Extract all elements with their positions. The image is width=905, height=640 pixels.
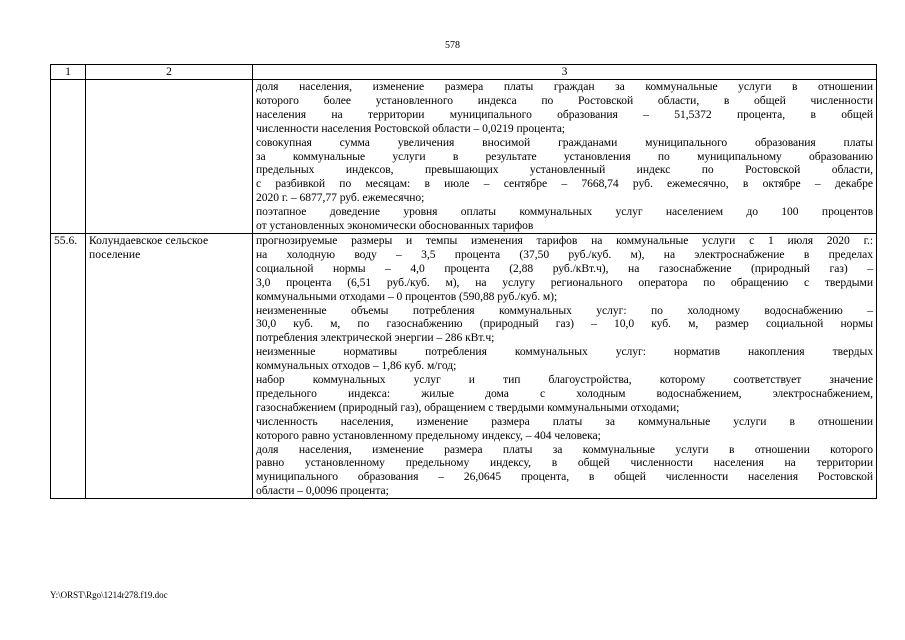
row-content (253, 233, 877, 498)
table-row (51, 233, 877, 498)
row-name: Колундаевское сельское поселение (86, 233, 253, 498)
content-line: прогнозируемые размеры и темпы изменения тарифов на коммунальные услуги с 1 июля 2020 г.: (256, 233, 873, 247)
content-line: неизменные нормативы потребления коммунальных услуг: норматив накопления твердых (256, 345, 873, 359)
tariff-table (50, 64, 877, 499)
content-line: доля населения, изменение размера платы за коммунальные услуги в отношении которого (256, 442, 873, 456)
header-col-2: 2 (86, 65, 253, 80)
row-number (51, 80, 86, 234)
content-line: коммунальными отходами – 0 процентов (590,88 руб./куб. м); (256, 289, 558, 303)
content-line: равно установленному предельному индексу, в общей численности населения на территории (256, 456, 873, 470)
content-line: газоснабжением (природный газ), обращением с твердыми коммунальными отходами; (256, 400, 680, 414)
content-line: потребления электрической энергии – 286 кВт.ч; (256, 331, 495, 345)
table-row (51, 80, 877, 234)
content-line: населения на территории муниципального образования – 51,5372 процента, в общей (256, 107, 873, 121)
content-line: доля населения, изменение размера платы граждан за коммунальные услуги в отношении (256, 80, 873, 93)
content-line: которого равно установленному предельному индексу, – 404 человека; (256, 428, 601, 442)
content-line: 3,0 процента (6,51 руб./куб. м), на услугу регионального оператора по обращению с твердыми (256, 275, 873, 289)
content-line: на холодную воду – 3,5 процента (37,50 руб./куб. м), на электроснабжение в пределах (256, 247, 873, 261)
content-line: совокупная сумма увеличения вносимой гражданами муниципального образования платы (256, 135, 873, 149)
content-line: неизмененные объемы потребления коммунальных услуг: по холодному водоснабжению – (256, 303, 873, 317)
header-col-1: 1 (51, 65, 86, 80)
content-line: коммунальных отходов – 1,86 куб. м/год; (256, 359, 457, 373)
content-line: предельных индексов, превышающих установленный индекс по Ростовской области, (256, 163, 873, 177)
page-number: 578 (445, 40, 460, 51)
content-line: численность населения, изменение размера платы за коммунальные услуги в отношении (256, 414, 873, 428)
content-line: за коммунальные услуги в результате установления по муниципальному образованию (256, 149, 873, 163)
row-number: 55.6. (51, 233, 86, 498)
content-line: которого более установленного индекса по Ростовской области, в общей численности (256, 93, 873, 107)
content-line: социальной нормы – 4,0 процента (2,88 руб./кВт.ч), на газоснабжение (природный газ) – (256, 261, 873, 275)
content-line: поэтапное доведение уровня оплаты коммунальных услуг населением до 100 процентов (256, 205, 873, 219)
content-line: предельного индекса: жилые дома с холодным водоснабжением, электроснабжением, (256, 386, 873, 400)
row-name (86, 80, 253, 234)
content-line: муниципального образования – 26,0645 процента, в общей численности населения Ростовской (256, 470, 873, 484)
content-line: численности населения Ростовской области – 0,0219 процента; (256, 121, 565, 135)
row-content (253, 80, 877, 234)
content-line: 2020 г. – 6877,77 руб. ежемесячно; (256, 191, 425, 205)
content-line: от установленных экономически обоснованных тарифов (256, 219, 534, 233)
file-path-footer: Y:\ORST\Rgo\1214r278.f19.doc (50, 590, 168, 600)
content-line: области – 0,0096 процента; (256, 484, 389, 498)
header-col-3: 3 (253, 65, 877, 80)
content-line: с разбивкой по месяцам: в июле – сентябре – 7668,74 руб. ежемесячно, в октябре – декабре (256, 177, 873, 191)
content-line: 30,0 куб. м, по газоснабжению (природный газ) – 10,0 куб. м, размер социальной нормы (256, 317, 873, 331)
content-line: набор коммунальных услуг и тип благоустройства, которому соответствует значение (256, 373, 873, 387)
table-header-row (51, 65, 877, 80)
